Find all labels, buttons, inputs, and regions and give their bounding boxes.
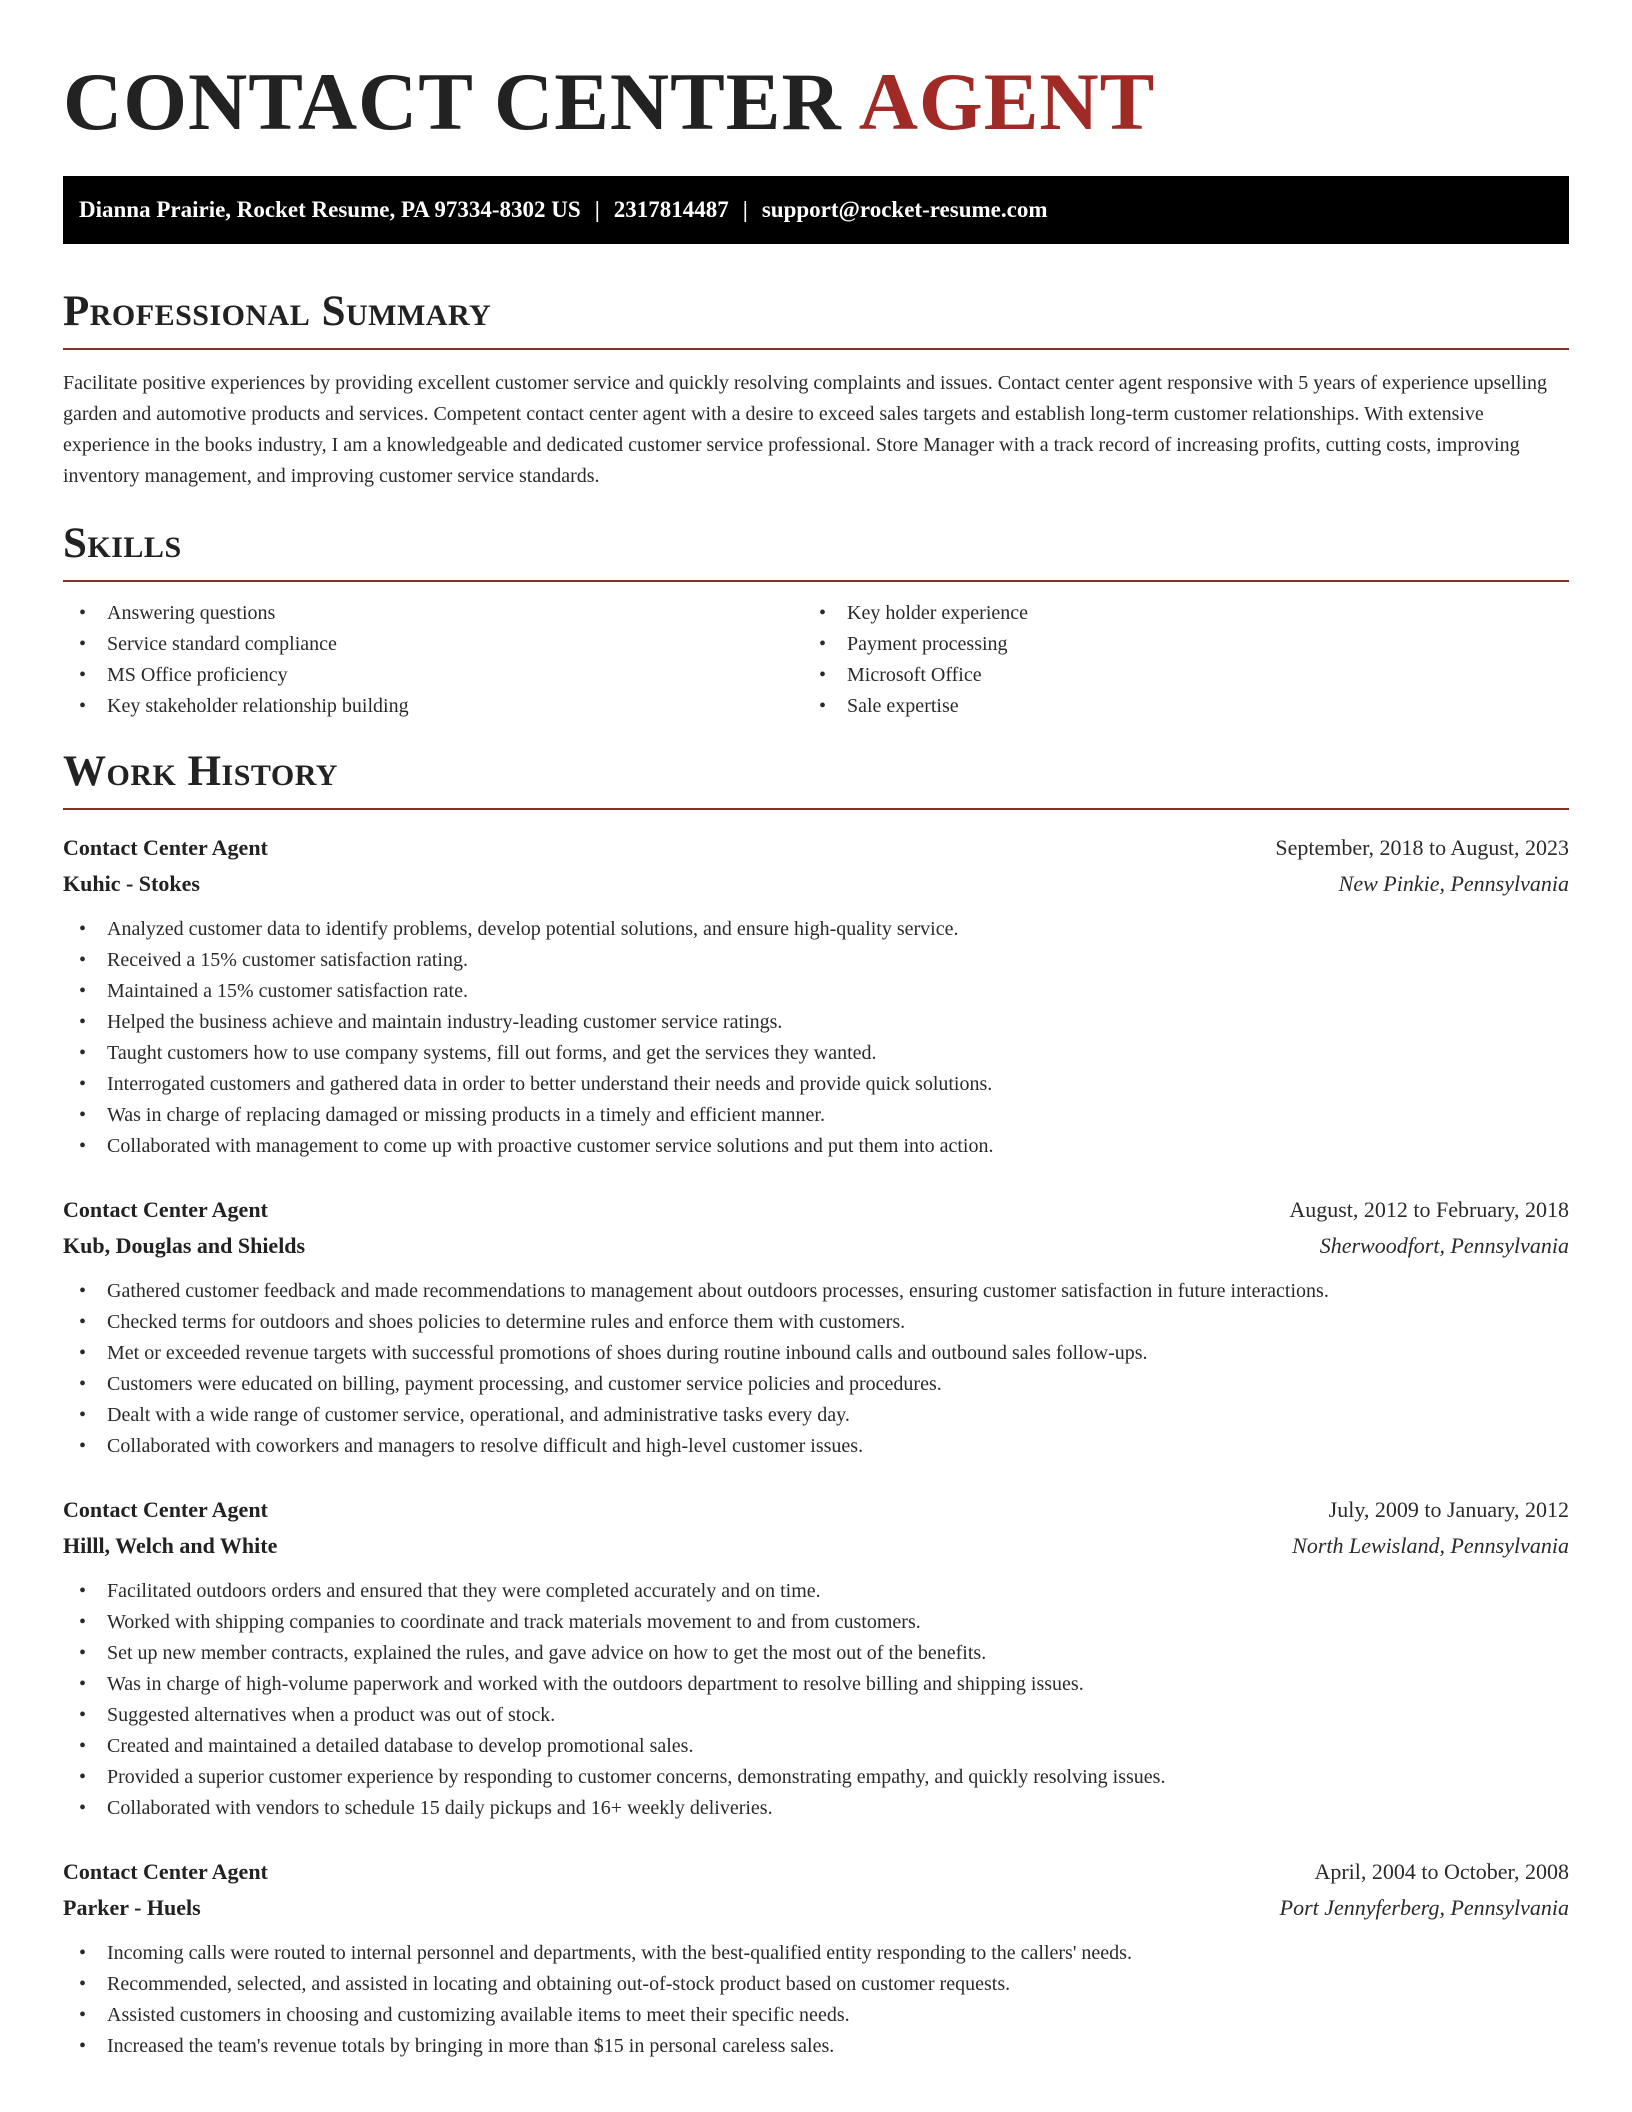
job-bullet: • Worked with shipping companies to coordinate and track materials movement to and from customers. bbox=[63, 1607, 1569, 1638]
job-dates: July, 2009 to January, 2012 bbox=[1328, 1497, 1569, 1522]
job-title: Contact Center Agent bbox=[63, 1497, 268, 1522]
job-company: Parker - Huels bbox=[63, 1895, 201, 1920]
work-heading: Work History bbox=[63, 746, 1569, 810]
job-bullets bbox=[63, 914, 1569, 1162]
job-bullet: • Suggested alternatives when a product was out of stock. bbox=[63, 1700, 1569, 1731]
job-bullet: • Recommended, selected, and assisted in locating and obtaining out-of-stock product based on customer requests. bbox=[63, 1969, 1569, 2000]
work-section bbox=[63, 746, 1569, 2062]
job-company: Kuhic - Stokes bbox=[63, 871, 200, 896]
skills-right-list bbox=[803, 598, 1543, 722]
job-dates: April, 2004 to October, 2008 bbox=[1314, 1859, 1569, 1884]
job-bullet: • Taught customers how to use company systems, fill out forms, and get the services they wanted. bbox=[63, 1038, 1569, 1069]
skill-item: • MS Office proficiency bbox=[63, 660, 803, 691]
job-bullet: • Dealt with a wide range of customer service, operational, and administrative tasks every day. bbox=[63, 1400, 1569, 1431]
contact-email: support@rocket-resume.com bbox=[761, 197, 1048, 222]
job-bullet: • Collaborated with coworkers and managers to resolve difficult and high-level customer issues. bbox=[63, 1431, 1569, 1462]
resume-title bbox=[63, 0, 1569, 148]
skill-item: • Microsoft Office bbox=[803, 660, 1543, 691]
skill-item: • Key holder experience bbox=[803, 598, 1543, 629]
job-location: Port Jennyferberg, Pennsylvania bbox=[1279, 1895, 1569, 1920]
job-dates: September, 2018 to August, 2023 bbox=[1275, 835, 1569, 860]
job-bullet: • Maintained a 15% customer satisfaction rate. bbox=[63, 976, 1569, 1007]
job-bullet: • Helped the business achieve and maintain industry-leading customer service ratings. bbox=[63, 1007, 1569, 1038]
job-bullet: • Was in charge of high-volume paperwork and worked with the outdoors department to resolve billing and shipping issues. bbox=[63, 1669, 1569, 1700]
job-bullet: • Met or exceeded revenue targets with successful promotions of shoes during routine inbound calls and outbound sales follow-ups. bbox=[63, 1338, 1569, 1369]
contact-address: Dianna Prairie, Rocket Resume, PA 97334-8302 US bbox=[79, 197, 581, 222]
job-bullet: • Checked terms for outdoors and shoes policies to determine rules and enforce them with customers. bbox=[63, 1307, 1569, 1338]
job-entry bbox=[63, 1492, 1569, 1824]
skill-item: • Service standard compliance bbox=[63, 629, 803, 660]
title-main: CONTACT CENTER bbox=[63, 56, 842, 147]
job-entry bbox=[63, 1854, 1569, 2062]
job-entry bbox=[63, 830, 1569, 1162]
job-bullet: • Created and maintained a detailed database to develop promotional sales. bbox=[63, 1731, 1569, 1762]
job-bullet: • Set up new member contracts, explained the rules, and gave advice on how to get the most out of the benefits. bbox=[63, 1638, 1569, 1669]
job-bullet: • Collaborated with vendors to schedule 15 daily pickups and 16+ weekly deliveries. bbox=[63, 1793, 1569, 1824]
skills-heading: Skills bbox=[63, 518, 1569, 582]
job-bullet: • Facilitated outdoors orders and ensured that they were completed accurately and on time. bbox=[63, 1576, 1569, 1607]
job-bullets bbox=[63, 1576, 1569, 1824]
skill-item: • Key stakeholder relationship building bbox=[63, 691, 803, 722]
job-bullet: • Provided a superior customer experience by responding to customer concerns, demonstrating empathy, and quickly resolving issues. bbox=[63, 1762, 1569, 1793]
skills-columns bbox=[63, 598, 1569, 722]
summary-text: Facilitate positive experiences by providing excellent customer service and quickly resolving complaints and issues. Contact center agent responsive with 5 years of experience upselling garden and automotive products and services. Competent contact center agent with a desire to exceed sales targets and establish long-term customer relationships. With extensive experience in the books industry, I am a knowledgeable and dedicated customer service professional. Store Manager with a track record of increasing profits, cutting costs, improving inventory management, and improving customer service standards. bbox=[63, 372, 1547, 487]
job-bullet: • Interrogated customers and gathered data in order to better understand their needs and provide quick solutions. bbox=[63, 1069, 1569, 1100]
job-bullet: • Collaborated with management to come up with proactive customer service solutions and put them into action. bbox=[63, 1131, 1569, 1162]
job-location: Sherwoodfort, Pennsylvania bbox=[1319, 1233, 1569, 1258]
job-bullets bbox=[63, 1938, 1569, 2062]
skills-left-list bbox=[63, 598, 803, 722]
skill-item: • Payment processing bbox=[803, 629, 1543, 660]
contact-separator: | bbox=[594, 197, 600, 222]
job-title: Contact Center Agent bbox=[63, 1859, 268, 1884]
skill-item: • Answering questions bbox=[63, 598, 803, 629]
job-bullet: • Increased the team's revenue totals by bringing in more than $15 in personal careless sales. bbox=[63, 2031, 1569, 2062]
skill-item: • Sale expertise bbox=[803, 691, 1543, 722]
job-bullet: • Was in charge of replacing damaged or missing products in a timely and efficient manner. bbox=[63, 1100, 1569, 1131]
job-bullet: • Received a 15% customer satisfaction rating. bbox=[63, 945, 1569, 976]
job-company: Kub, Douglas and Shields bbox=[63, 1233, 306, 1258]
job-entry bbox=[63, 1192, 1569, 1462]
job-bullets bbox=[63, 1276, 1569, 1462]
job-title: Contact Center Agent bbox=[63, 835, 268, 860]
job-bullet: • Assisted customers in choosing and customizing available items to meet their specific needs. bbox=[63, 2000, 1569, 2031]
contact-phone: 2317814487 bbox=[613, 197, 729, 222]
job-bullet: • Incoming calls were routed to internal personnel and departments, with the best-qualified entity responding to the callers' needs. bbox=[63, 1938, 1569, 1969]
job-bullet: • Customers were educated on billing, payment processing, and customer service policies and procedures. bbox=[63, 1369, 1569, 1400]
title-accent: AGENT bbox=[858, 56, 1156, 147]
job-title: Contact Center Agent bbox=[63, 1197, 268, 1222]
contact-separator: | bbox=[742, 197, 748, 222]
job-location: New Pinkie, Pennsylvania bbox=[1338, 871, 1569, 896]
job-company: Hilll, Welch and White bbox=[63, 1533, 278, 1558]
job-dates: August, 2012 to February, 2018 bbox=[1289, 1197, 1569, 1222]
job-bullet: • Analyzed customer data to identify problems, develop potential solutions, and ensure high-quality service. bbox=[63, 914, 1569, 945]
summary-heading: Professional Summary bbox=[63, 286, 1569, 350]
job-location: North Lewisland, Pennsylvania bbox=[1292, 1533, 1569, 1558]
skills-section bbox=[63, 518, 1569, 722]
contact-bar bbox=[63, 176, 1569, 244]
summary-section bbox=[63, 286, 1569, 492]
job-bullet: • Gathered customer feedback and made recommendations to management about outdoors processes, ensuring customer satisfaction in future interactions. bbox=[63, 1276, 1569, 1307]
